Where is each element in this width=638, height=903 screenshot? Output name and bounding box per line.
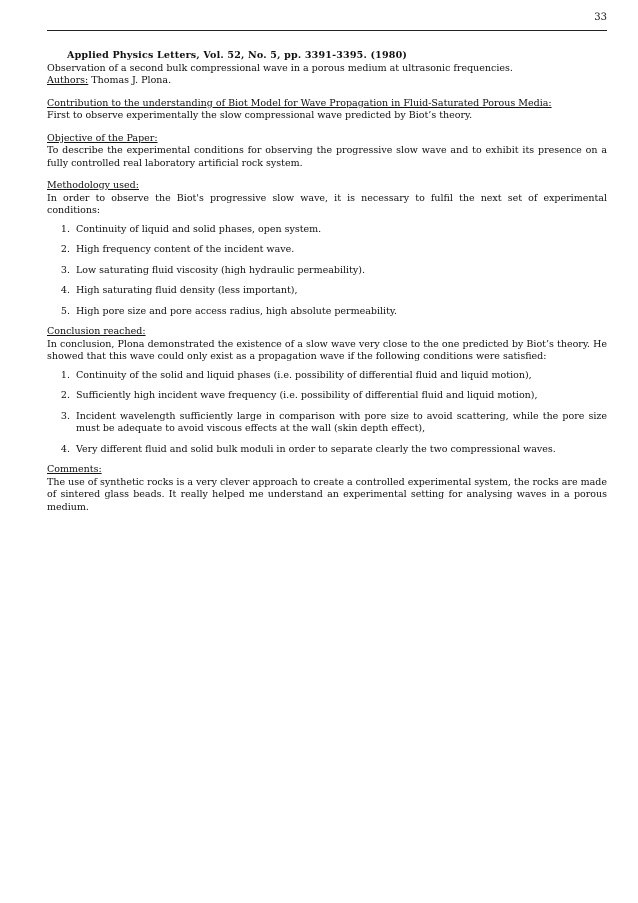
conclusion-list [47, 370, 607, 457]
list-item: 1. Continuity of liquid and solid phases, open system. [73, 224, 607, 237]
authors-value: Thomas J. Plona. [88, 75, 172, 86]
page-number: 33 [594, 12, 607, 23]
header-rule [47, 30, 607, 31]
contribution-heading: Contribution to the understanding of Biot Model for Wave Propagation in Fluid-Saturated Porous Media: [47, 97, 552, 109]
list-item: 2. High frequency content of the incident wave. [73, 244, 607, 257]
conclusion-text: In conclusion, Plona demonstrated the existence of a slow wave very close to the one predicted by Biot’s theory. He showed that this wave could only exist as a propagation wave if the following conditions were satisfied: [47, 338, 607, 362]
methodology-list [47, 224, 607, 319]
list-item: 4. Very different fluid and solid bulk moduli in order to separate clearly the two compressional waves. [73, 444, 607, 457]
list-item: 1. Continuity of the solid and liquid phases (i.e. possibility of differential fluid and liquid motion), [73, 370, 607, 383]
reference-citation: Applied Physics Letters, Vol. 52, No. 5, pp. 3391-3395. (1980) [67, 50, 408, 61]
objective-heading: Objective of the Paper: [47, 132, 158, 144]
list-item: 3. Incident wavelength sufficiently large in comparison with pore size to avoid scattering, while the pore size must be adequate to avoid viscous effects at the wall (skin depth effect), [73, 411, 607, 436]
comments-section [47, 464, 607, 514]
contribution-section [47, 98, 607, 123]
list-item: 3. Low saturating fluid viscosity (high hydraulic permeability). [73, 265, 607, 278]
contribution-text: First to observe experimentally the slow compressional wave predicted by Biot’s theory. [47, 110, 473, 121]
comments-text: The use of synthetic rocks is a very clever approach to create a controlled experimental system, the rocks are made of sintered glass beads. It really helped me understand an experimental setting for analysing waves in a porous medium. [47, 476, 607, 513]
objective-text: To describe the experimental conditions for observing the progressive slow wave and to exhibit its presence on a fully controlled real laboratory artificial rock system. [47, 145, 607, 169]
paper-title: Observation of a second bulk compressional wave in a porous medium at ultrasonic frequencies. [47, 62, 513, 74]
authors-line [47, 75, 607, 88]
objective-section [47, 133, 607, 171]
document-body [47, 50, 607, 514]
list-item: 4. High saturating fluid density (less important), [73, 285, 607, 298]
authors-label: Authors: [47, 75, 89, 86]
methodology-text: In order to observe the Biot's progressive slow wave, it is necessary to fulfil the next set of experimental conditions: [47, 192, 607, 216]
methodology-heading: Methodology used: [47, 180, 139, 191]
methodology-section [47, 180, 607, 318]
list-item: 2. Sufficiently high incident wave frequency (i.e. possibility of differential fluid and liquid motion), [73, 390, 607, 403]
list-item: 5. High pore size and pore access radius, high absolute permeability. [73, 306, 607, 319]
conclusion-section [47, 326, 607, 456]
conclusion-heading: Conclusion reached: [47, 326, 146, 337]
comments-heading: Comments: [47, 464, 102, 475]
